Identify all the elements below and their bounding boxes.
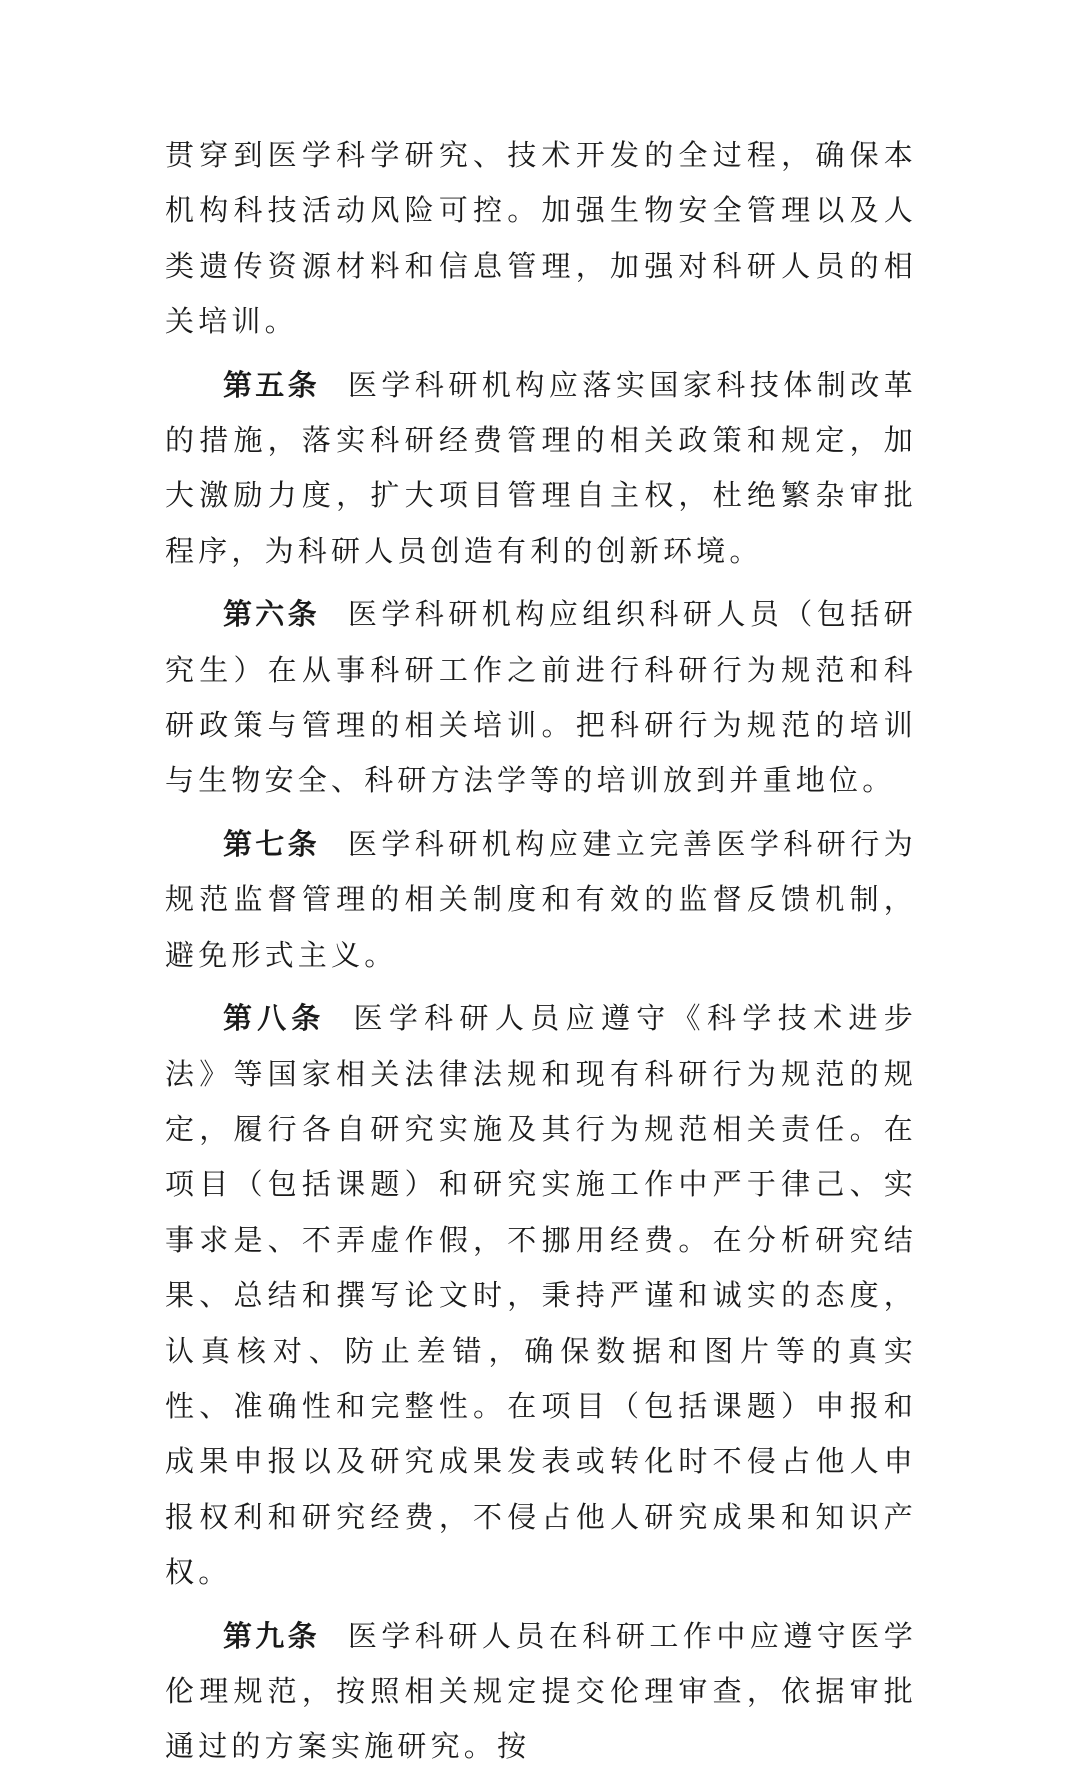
article-number: 第五条 bbox=[223, 367, 320, 402]
article-number: 第七条 bbox=[223, 826, 320, 861]
article-text: 医学科研机构应建立完善医学科研行为规范监督管理的相关制度和有效的监督反馈机制，避免形式主义。 bbox=[165, 826, 917, 972]
article-number: 第六条 bbox=[223, 597, 320, 632]
article-text: 医学科研人员在科研工作中应遵守医学伦理规范，按照相关规定提交伦理审查，依据审批通过的方案实施研究。按 bbox=[165, 1618, 917, 1764]
article-9 bbox=[165, 1609, 917, 1775]
article-5 bbox=[165, 358, 917, 580]
paragraph-text: 贯穿到医学科学研究、技术开发的全过程，确保本机构科技活动风险可控。加强生物安全管理以及人类遗传资源材料和信息管理，加强对科研人员的相关培训。 bbox=[165, 138, 917, 339]
article-6 bbox=[165, 587, 917, 809]
paragraph-continuation bbox=[165, 128, 917, 350]
document-body bbox=[165, 128, 917, 1775]
article-text: 医学科研机构应落实国家科技体制改革的措施，落实科研经费管理的相关政策和规定，加大激励力度，扩大项目管理自主权，杜绝繁杂审批程序，为科研人员创造有利的创新环境。 bbox=[165, 367, 917, 568]
article-text: 医学科研人员应遵守《科学技术进步法》等国家相关法律法规和现有科研行为规范的规定，履行各自研究实施及其行为规范相关责任。在项目（包括课题）和研究实施工作中严于律己、实事求是、不弄虚作假，不挪用经费。在分析研究结果、总结和撰写论文时，秉持严谨和诚实的态度，认真核对、防止差错，确保数据和图片等的真实性、准确性和完整性。在项目（包括课题）申报和成果申报以及研究成果发表或转化时不侵占他人申报权利和研究经费，不侵占他人研究成果和知识产权。 bbox=[165, 1001, 917, 1590]
article-number: 第八条 bbox=[223, 1001, 326, 1036]
article-8 bbox=[165, 991, 917, 1600]
article-number: 第九条 bbox=[223, 1618, 320, 1653]
article-7 bbox=[165, 817, 917, 983]
article-text: 医学科研机构应组织科研人员（包括研究生）在从事科研工作之前进行科研行为规范和科研政策与管理的相关培训。把科研行为规范的培训与生物安全、科研方法学等的培训放到并重地位。 bbox=[165, 597, 917, 798]
